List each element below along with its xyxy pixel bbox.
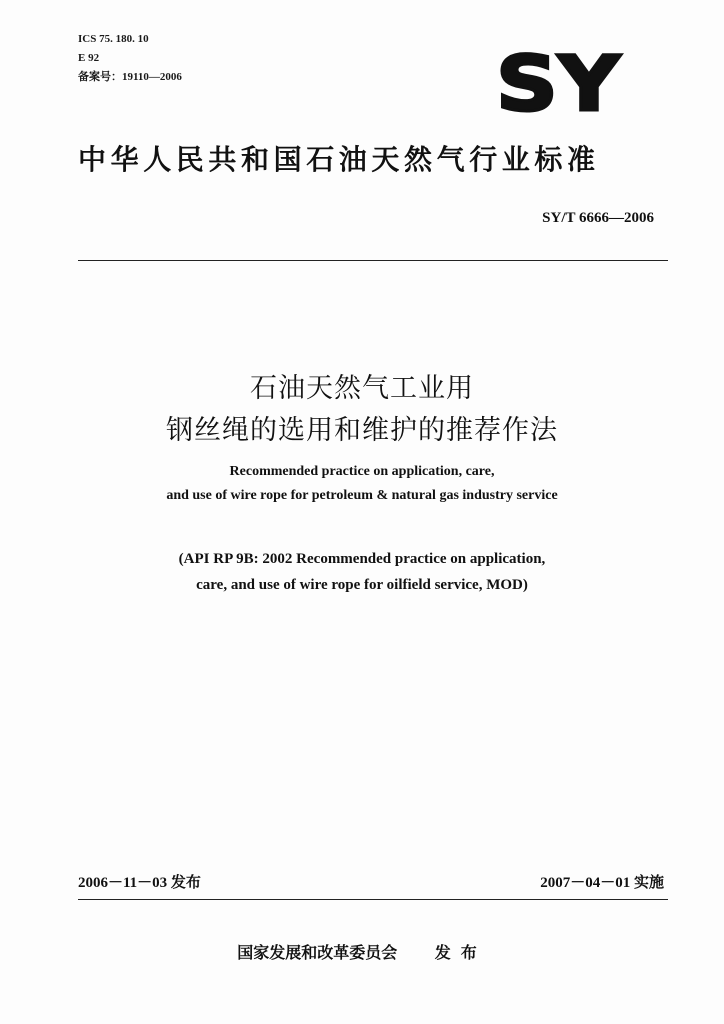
classification-block (78, 30, 182, 87)
chinese-title-line-1: 石油天然气工业用 (250, 373, 474, 404)
adoption-note-line-1: (API RP 9B: 2002 Recommended practice on application, (178, 551, 546, 567)
chinese-title-line-2: 钢丝绳的选用和维护的推荐作法 (166, 415, 558, 446)
effective-date: 2007－04－01 实施 (540, 875, 664, 891)
standard-code: SY/T 6666—2006 (542, 210, 654, 226)
issuer-organization: 国家发展和改革委员会 (237, 943, 398, 962)
chinese-title (0, 368, 724, 452)
issuing-authority (0, 940, 724, 963)
issuer-action: 发布 (434, 943, 487, 962)
english-title-line-2: and use of wire rope for petroleum & natural gas industry service (166, 488, 558, 503)
bottom-divider (78, 899, 668, 900)
english-title (0, 460, 724, 508)
adoption-note (0, 546, 724, 598)
record-number: 备案号：19110—2006 (78, 71, 182, 83)
ccs-code: E 92 (78, 52, 100, 64)
adoption-note-line-2: care, and use of wire rope for oilfield service, MOD) (196, 577, 528, 593)
ics-code: ICS 75. 180. 10 (78, 33, 149, 45)
top-divider (78, 260, 668, 261)
publish-date: 2006－11－03 发布 (78, 875, 201, 891)
sy-logo (492, 46, 624, 118)
logo-lettering: SY (496, 46, 622, 118)
english-title-line-1: Recommended practice on application, care, (229, 464, 495, 479)
standard-category-title: 中华人民共和国石油天然气行业标准 (78, 143, 600, 176)
